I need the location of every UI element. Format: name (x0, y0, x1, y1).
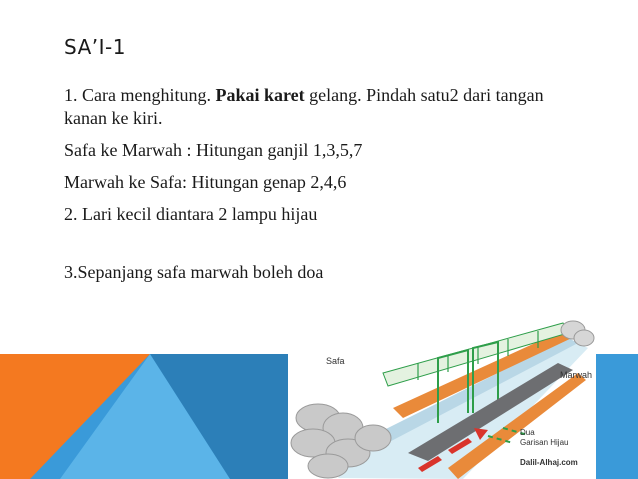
line-safa-to-marwah: Safa ke Marwah : Hitungan ganjil 1,3,5,7 (64, 140, 363, 160)
item-3: 3.Sepanjang safa marwah boleh doa (64, 262, 324, 282)
item-1-prefix: 1. Cara menghitung. (64, 85, 216, 105)
slide-body (64, 84, 584, 293)
item-1 (64, 84, 584, 130)
item-1-suffix: gelang. Pindah satu2 dari tangan kanan ke kiri. (64, 85, 544, 128)
label-marwah: Marwah (560, 370, 593, 380)
item-2: 2. Lari kecil diantara 2 lampu hijau (64, 204, 318, 224)
label-garisan-hijau: Garisan Hijau (520, 438, 569, 447)
safa-marwah-illustration (288, 318, 596, 479)
label-dua: Dua (520, 428, 535, 437)
slide-title: SA’I-1 (64, 35, 126, 59)
item-1-bold: Pakai karet (215, 85, 305, 105)
label-safa: Safa (326, 356, 345, 366)
line-marwah-to-safa: Marwah ke Safa: Hitungan genap 2,4,6 (64, 172, 347, 192)
credit-text: Dalil-Alhaj.com (520, 458, 578, 467)
